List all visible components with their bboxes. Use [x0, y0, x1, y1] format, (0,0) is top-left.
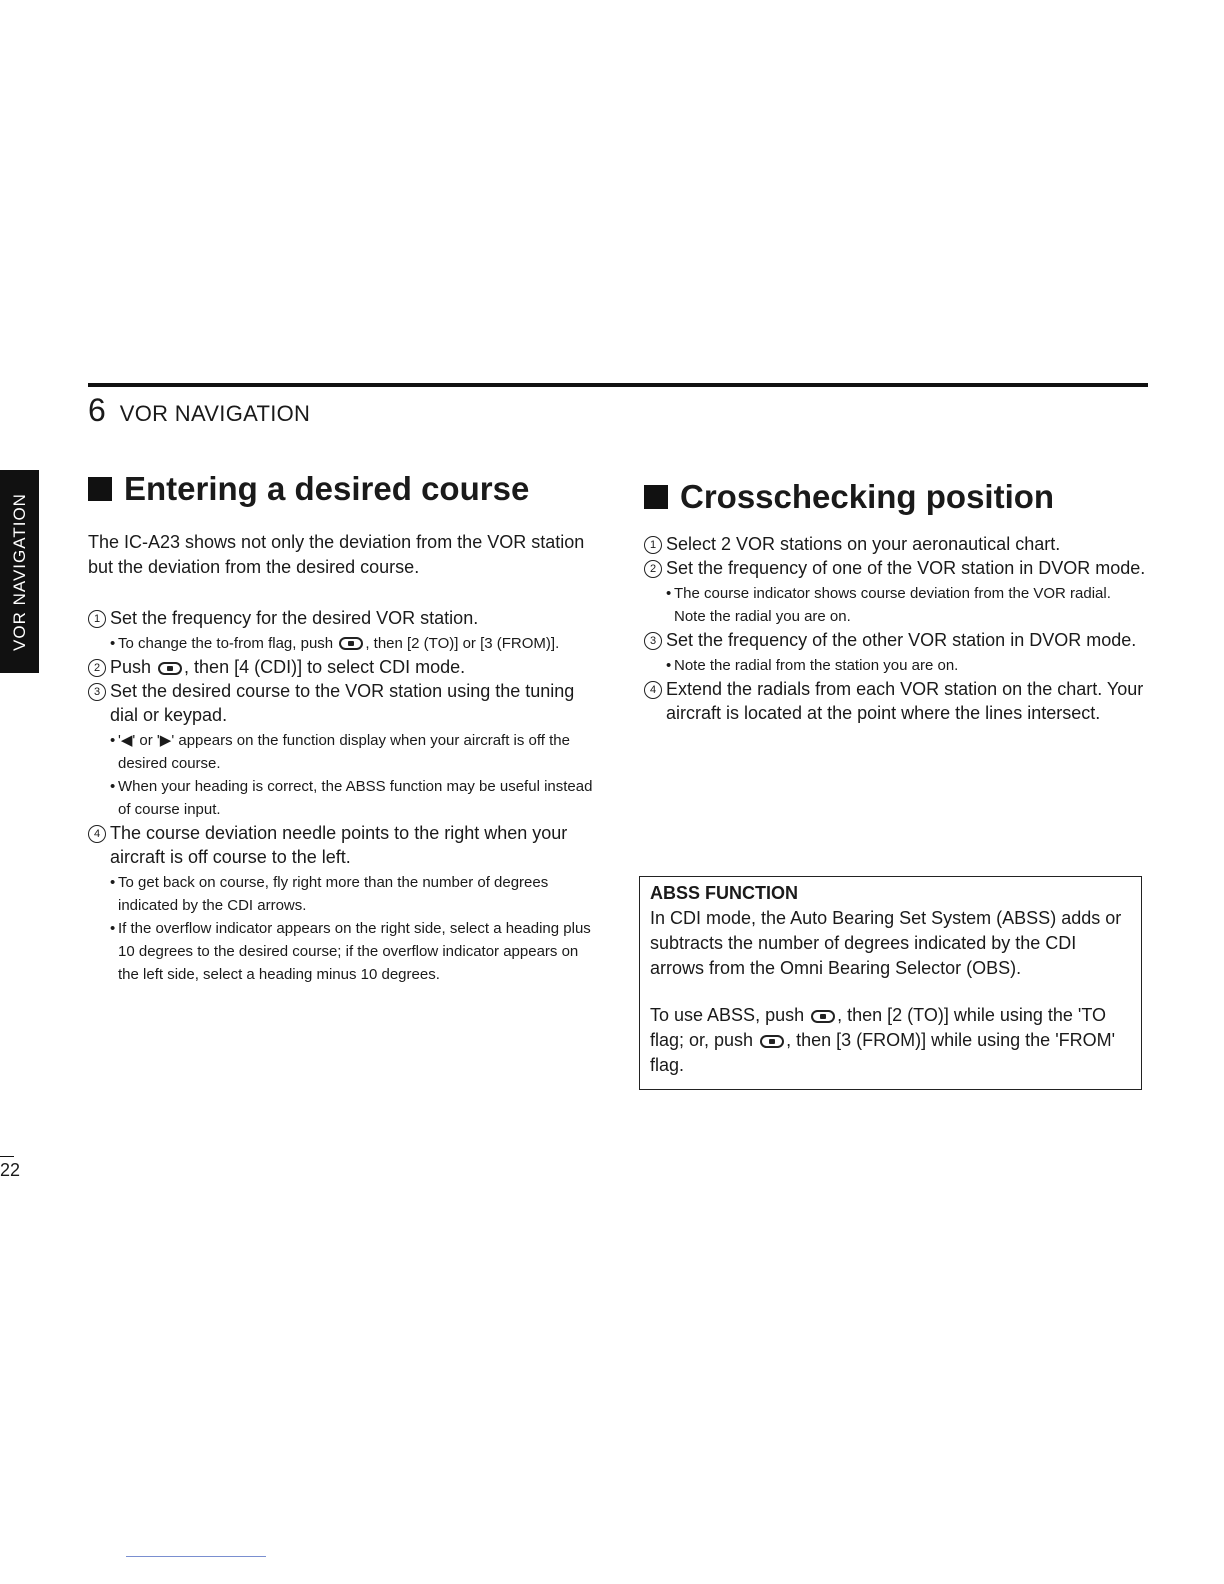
steps-list [88, 606, 593, 986]
box-title: ABSS FUNCTION [650, 883, 798, 903]
step-text: Set the desired course to the VOR station using the tuning dial or keypad. [110, 681, 575, 725]
box-text: , then [3 (FROM)] while using the 'FROM' flag. [650, 1030, 1116, 1075]
footer-line [126, 1556, 266, 1557]
header-rule [88, 383, 1148, 387]
step-text: , then [4 (CDI)] to select CDI mode. [184, 657, 466, 677]
note: • When your heading is correct, the ABSS function may be useful instead of course input. [110, 775, 593, 821]
section-heading [88, 470, 593, 508]
intro-text: The IC-A23 shows not only the deviation from the VOR station but the deviation from the desired course. [88, 532, 585, 577]
note: • If the overflow indicator appears on the right side, select a heading plus 10 degrees to the desired course; if the overflow indicator appears on the left side, select a heading minus 10 degrees. [110, 917, 593, 986]
step-text: The course deviation needle points to the right when your aircraft is off course to the left. [110, 823, 568, 867]
steps-list [644, 532, 1146, 725]
function-key-icon [760, 1035, 784, 1048]
step-number: 4 [88, 825, 106, 843]
page-number: 22 [0, 1160, 21, 1180]
step-text: Set the frequency for the desired VOR station. [110, 608, 479, 628]
side-tab-label: VOR NAVIGATION [9, 492, 29, 651]
box-paragraph: In CDI mode, the Auto Bearing Set System (ABSS) adds or subtracts the number of degrees indicated by the CDI arrows from the Omni Bearing Selector (OBS). [650, 908, 1122, 978]
step-number: 3 [644, 632, 662, 650]
notes-list [666, 654, 1146, 677]
step-text: Extend the radials from each VOR station on the chart. Your aircraft is located at the point where the lines intersect. [666, 679, 1144, 723]
section-entering-course [88, 470, 593, 986]
note [110, 632, 593, 655]
note: • To get back on course, fly right more than the number of degrees indicated by the CDI arrows. [110, 871, 593, 917]
note-text: , then [2 (TO)] or [3 (FROM)]. [365, 635, 560, 652]
step-text: Set the frequency of one of the VOR station in DVOR mode. [666, 558, 1146, 578]
step-number: 1 [88, 610, 106, 628]
page-number-mark [0, 1156, 14, 1157]
box-paragraph [650, 1003, 1131, 1078]
step-4 [88, 821, 593, 986]
note: • The course indicator shows course deviation from the VOR radial. Note the radial you are on. [666, 582, 1146, 628]
box-text: To use ABSS, push [650, 1005, 805, 1025]
step-2 [88, 655, 593, 679]
step-number: 3 [88, 683, 106, 701]
step-number: 2 [88, 659, 106, 677]
side-tab [0, 470, 39, 673]
step-1 [644, 532, 1146, 556]
note: • Note the radial from the station you are on. [666, 654, 1146, 677]
note: • '◀' or '▶' appears on the function display when your aircraft is off the desired course. [110, 729, 593, 775]
step-3 [644, 628, 1146, 677]
step-2 [644, 556, 1146, 628]
section-heading-text: Entering a desired course [124, 470, 530, 507]
function-key-icon [158, 662, 182, 675]
step-3 [88, 679, 593, 821]
step-text: Push [110, 657, 152, 677]
notes-list [110, 632, 593, 655]
square-bullet-icon [88, 477, 112, 501]
box-text: , then [2 (TO)] while using the 'TO flag; or, push [650, 1005, 1107, 1050]
step-number: 1 [644, 536, 662, 554]
step-4 [644, 677, 1146, 725]
step-text: Select 2 VOR stations on your aeronautical chart. [666, 534, 1061, 554]
chapter-number: 6 [88, 392, 106, 428]
notes-list [110, 729, 593, 821]
section-heading-text: Crosschecking position [680, 478, 1055, 515]
chapter-title: VOR NAVIGATION [119, 401, 311, 426]
notes-list [110, 871, 593, 986]
section-heading [644, 478, 1146, 516]
abss-function-box [639, 876, 1142, 1090]
step-number: 4 [644, 681, 662, 699]
chapter-header [88, 392, 310, 429]
notes-list [666, 582, 1146, 628]
function-key-icon [339, 637, 363, 650]
note-text: To change the to-from flag, push [118, 635, 334, 652]
step-number: 2 [644, 560, 662, 578]
function-key-icon [811, 1010, 835, 1023]
square-bullet-icon [644, 485, 668, 509]
step-1 [88, 606, 593, 655]
step-text: Set the frequency of the other VOR station in DVOR mode. [666, 630, 1137, 650]
section-crosschecking [644, 478, 1146, 725]
